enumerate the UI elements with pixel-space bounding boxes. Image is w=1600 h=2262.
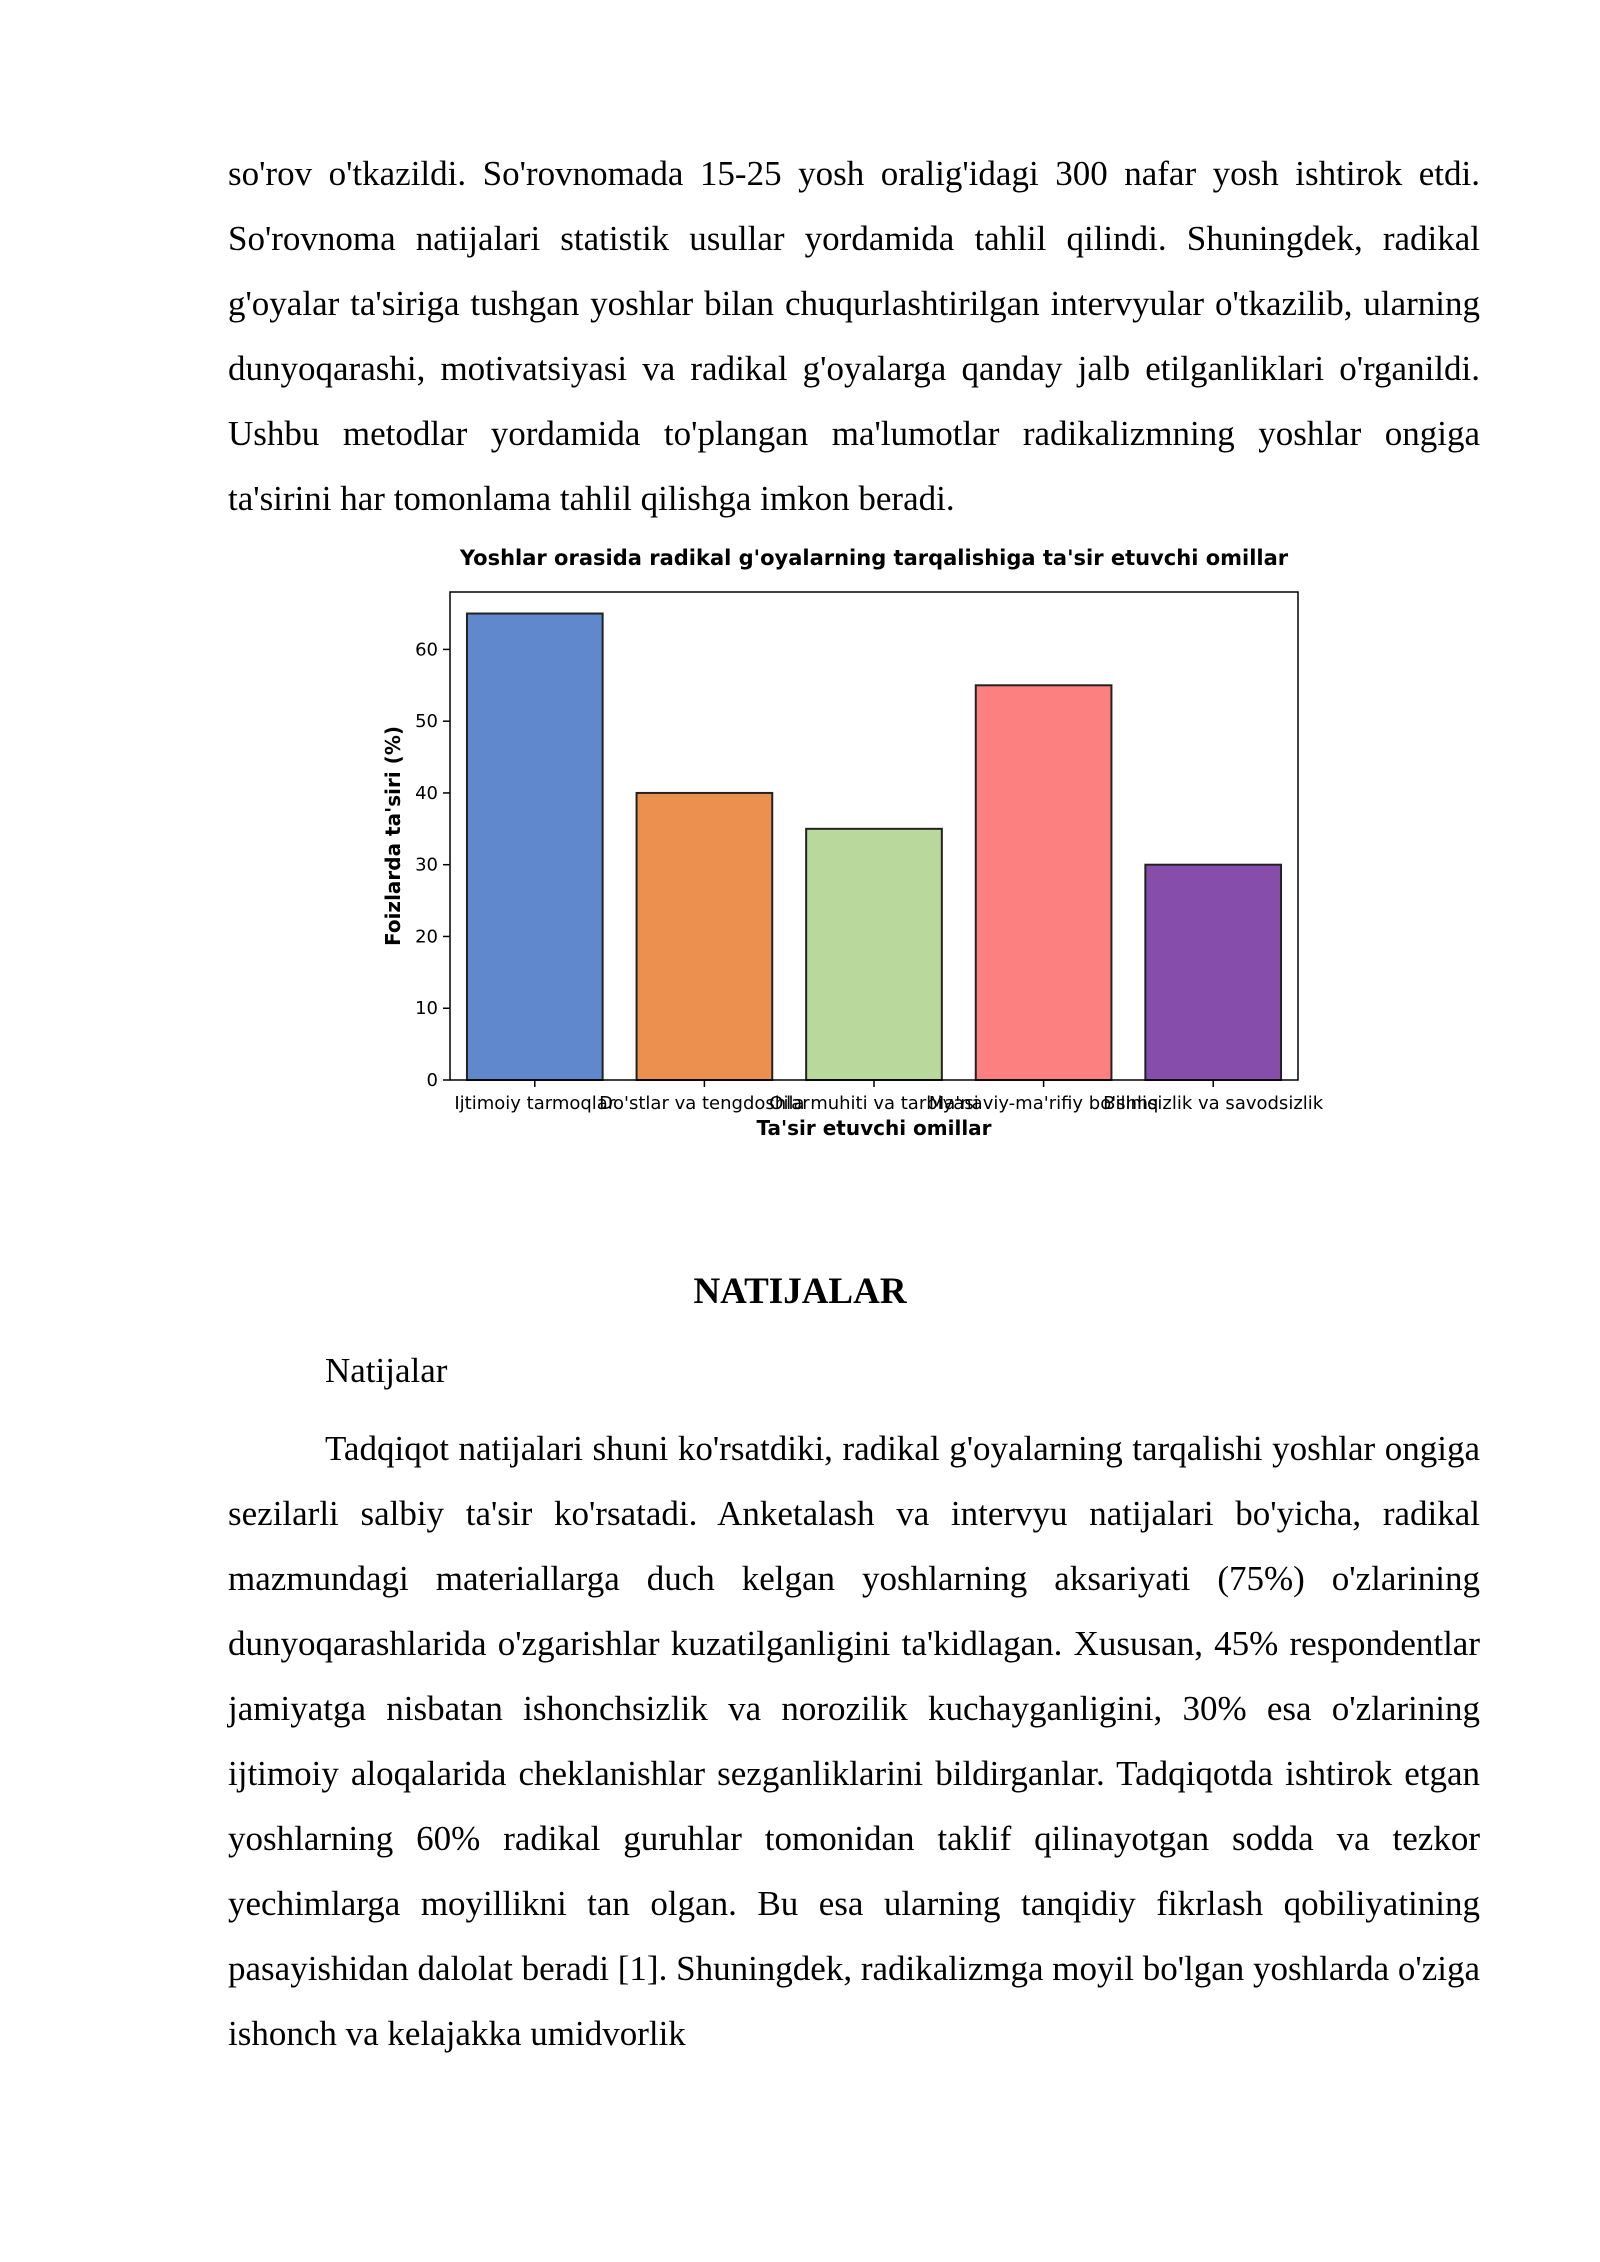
x-tick-label: Do'stlar va tengdoshlar: [599, 1093, 810, 1114]
bar-4: [976, 685, 1112, 1080]
x-tick-label: Oila muhiti va tarbiyasi: [769, 1093, 979, 1114]
bar-2: [637, 793, 773, 1080]
x-axis-label: Ta'sir etuvchi omillar: [756, 1116, 992, 1140]
y-tick-label: 50: [415, 711, 438, 733]
y-tick-label: 60: [415, 639, 438, 661]
bar-chart: [370, 540, 1330, 1150]
y-tick-label: 0: [426, 1070, 438, 1091]
chart-title: Yoshlar orasida radikal g'oyalarning tarqalishiga ta'sir etuvchi omillar: [459, 546, 1289, 570]
subheading: Natijalar: [325, 1351, 448, 1390]
y-tick-label: 10: [415, 998, 438, 1020]
y-axis-label: Foizlarda ta'siri (%): [381, 725, 405, 947]
bar-5: [1145, 865, 1281, 1080]
x-tick-label: Ijtimoiy tarmoqlar: [454, 1093, 616, 1114]
bar-3: [806, 829, 942, 1080]
section-heading: NATIJALAR: [693, 1271, 907, 1312]
y-tick-label: 30: [415, 854, 438, 876]
y-tick-label: 40: [415, 782, 438, 804]
results-paragraph: Tadqiqot natijalari shuni ko'rsatdiki, radikal g'oyalarning tarqalishi yoshlar ongiga sezilarli salbiy ta'sir ko'rsatadi. Anketalash va intervyu natijalari bo'yicha, radikal mazmundagi materiallarga duch kelgan yoshlarning aksariyati (75%) o'zlarining dunyoqarashlarida o'zgarishlar kuzatilganligini ta'kidlagan. Xususan, 45% respondentlar jamiyatga nisbatan ishonchsizlik va norozilik kuchayganligini, 30% esa o'zlarining ijtimoiy aloqalarida cheklanishlar sezganliklarini bildirganlar. Tadqiqotda ishtirok etgan yoshlarning 60% radikal guruhlar tomonidan taklif qilinayotgan sodda va tezkor yechimlarga moyillikni tan olgan. Bu esa ularning tanqidiy fikrlash qobiliyatining pasayishidan dalolat beradi [1]. Shuningdek, radikalizmga moyil bo'lgan yoshlarda o'ziga ishonch va kelajakka umidvorlik: [228, 1429, 1480, 2053]
x-tick-label: Ma'naviy-ma'rifiy bo'shliq: [928, 1093, 1159, 1114]
y-tick-label: 20: [415, 926, 438, 948]
bar-1: [467, 614, 603, 1080]
intro-paragraph: so'rov o'tkazildi. So'rovnomada 15-25 yosh oralig'idagi 300 nafar yosh ishtirok etdi. So'rovnoma natijalari statistik usullar yordamida tahlil qilindi. Shuningdek, radikal g'oyalar ta'siriga tushgan yoshlar bilan chuqurlashtirilgan intervyular o'tkazilib, ularning dunyoqarashi, motivatsiyasi va radikal g'oyalarga qanday jalb etilganliklari o'rganildi. Ushbu metodlar yordamida to'plangan ma'lumotlar radikalizmning yoshlar ongiga ta'sirini har tomonlama tahlil qilishga imkon beradi.: [228, 154, 1480, 518]
x-tick-label: Bilimsizlik va savodsizlik: [1103, 1093, 1324, 1114]
